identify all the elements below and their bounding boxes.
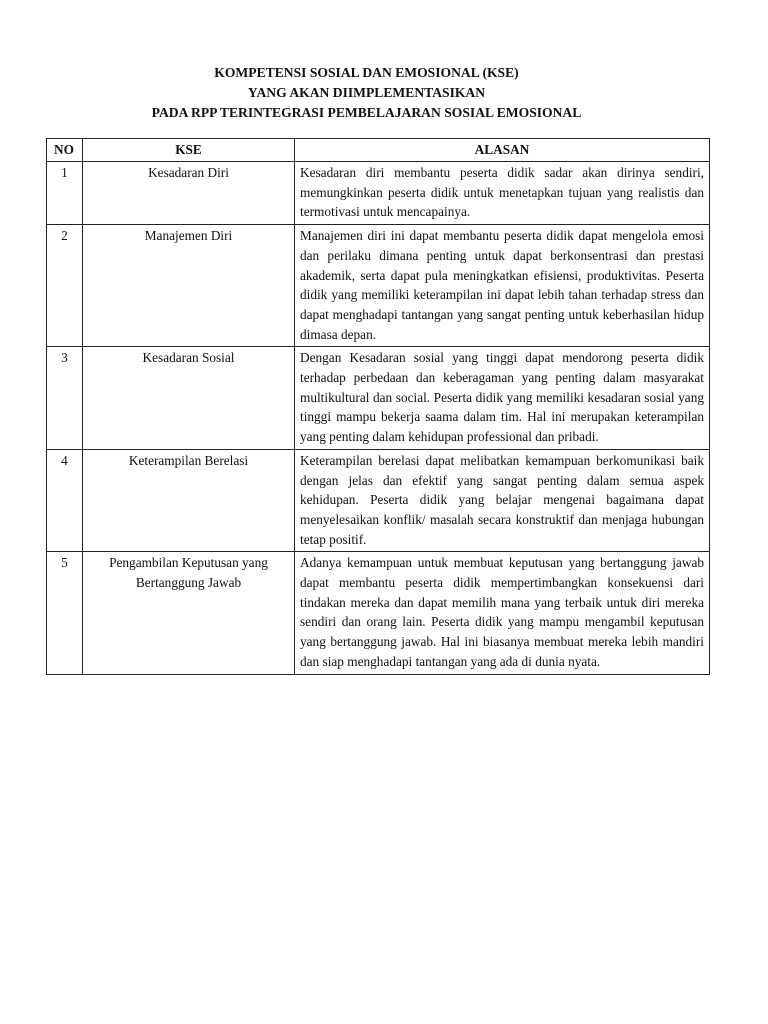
row-alasan: Dengan Kesadaran sosial yang tinggi dapat mendorong peserta didik terhadap perbedaan dan keberagaman yang penting dalam masyarakat multikultural dan social. Peserta didik yang memiliki kesadaran sosial yang tinggi mampu bekerja saama dalam tim. Hal ini merupakan keterampilan yang penting dalam kehidupan professional dan pribadi. — [295, 347, 710, 450]
title-line-1: KOMPETENSI SOSIAL DAN EMOSIONAL (KSE) — [214, 65, 519, 80]
table-row — [47, 449, 710, 552]
table-header-row — [47, 139, 710, 162]
row-kse: Pengambilan Keputusan yang Bertanggung Jawab — [83, 552, 295, 674]
document-title — [0, 63, 733, 123]
row-no: 3 — [47, 347, 83, 450]
row-kse: Keterampilan Berelasi — [83, 449, 295, 552]
table-row — [47, 552, 710, 674]
table-row — [47, 225, 710, 347]
header-alasan: ALASAN — [295, 139, 710, 162]
header-kse: KSE — [83, 139, 295, 162]
row-kse: Kesadaran Sosial — [83, 347, 295, 450]
row-no: 5 — [47, 552, 83, 674]
row-alasan: Kesadaran diri membantu peserta didik sadar akan dirinya sendiri, memungkinkan peserta didik untuk menetapkan tujuan yang realistis dan termotivasi untuk mencapainya. — [295, 162, 710, 225]
row-kse: Kesadaran Diri — [83, 162, 295, 225]
row-no: 4 — [47, 449, 83, 552]
title-line-3: PADA RPP TERINTEGRASI PEMBELAJARAN SOSIAL EMOSIONAL — [151, 105, 582, 120]
table-row — [47, 347, 710, 450]
row-alasan: Keterampilan berelasi dapat melibatkan kemampuan berkomunikasi baik dengan jelas dan efektif yang sangat penting dalam semua aspek kehidupan. Peserta didik yang belajar mengenai bagaimana dapat menyelesaikan konflik/ masalah secara konstruktif dan menjaga hubungan tetap positif. — [295, 449, 710, 552]
row-alasan: Adanya kemampuan untuk membuat keputusan yang bertanggung jawab dapat membantu peserta didik mempertimbangkan konsekuensi dari tindakan mereka dan dapat memilih mana yang terbaik untuk diri mereka sendiri dan orang lain. Peserta didik yang mampu mengambil keputusan yang bertanggung jawab. Hal ini biasanya membuat mereka lebih mandiri dan siap menghadapi tantangan yang ada di dunia nyata. — [295, 552, 710, 674]
row-no: 1 — [47, 162, 83, 225]
row-no: 2 — [47, 225, 83, 347]
kse-table — [46, 138, 710, 675]
header-no: NO — [47, 139, 83, 162]
table-row — [47, 162, 710, 225]
row-alasan: Manajemen diri ini dapat membantu peserta didik dapat mengelola emosi dan perilaku dimana penting untuk dapat berkonsentrasi dan prestasi akademik, serta dapat pula meningkatkan efisiensi, produktivitas. Peserta didik yang memiliki keterampilan ini dapat lebih tahan terhadap stress dan dapat menghadapi tantangan yang sangat penting untuk keberhasilan hidup dimasa depan. — [295, 225, 710, 347]
title-line-2: YANG AKAN DIIMPLEMENTASIKAN — [247, 85, 486, 100]
row-kse: Manajemen Diri — [83, 225, 295, 347]
